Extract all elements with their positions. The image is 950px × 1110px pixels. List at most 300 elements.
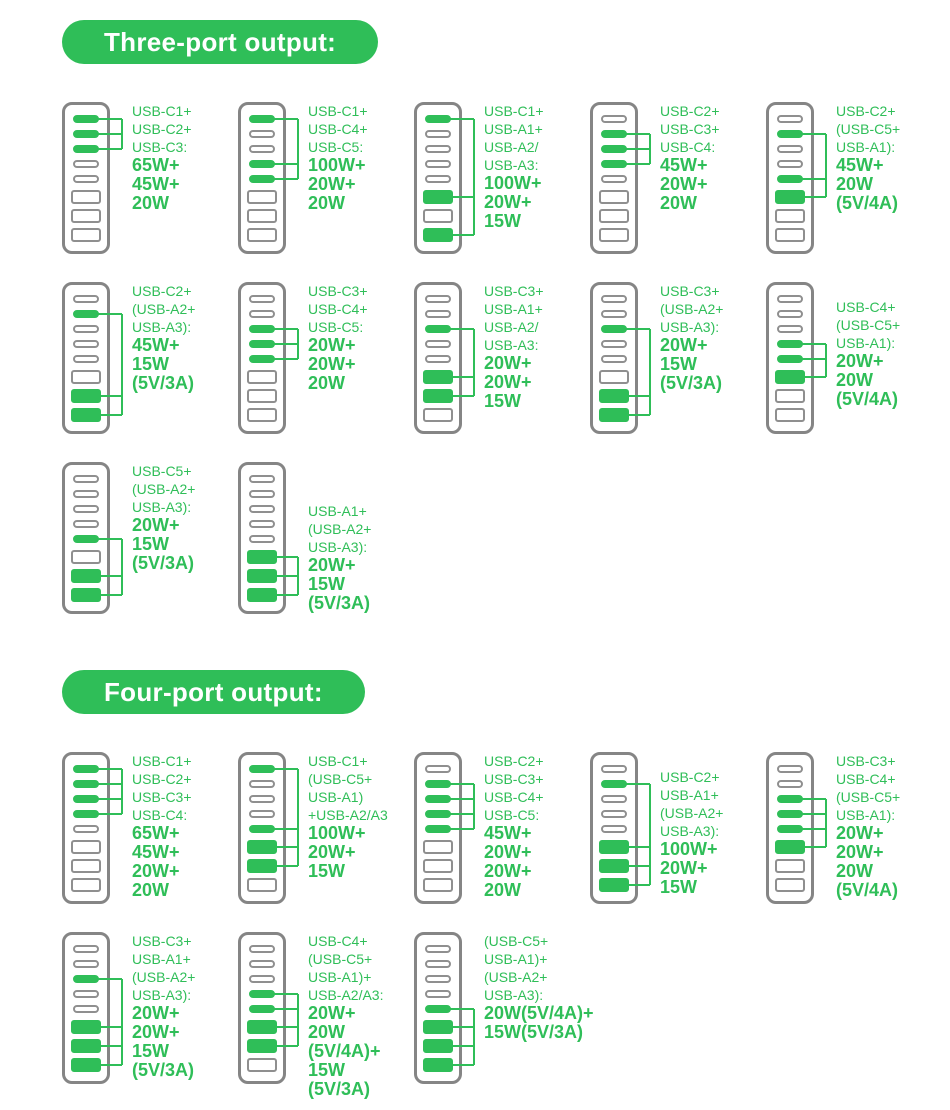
charger-combo-card [590,102,766,254]
charger-device-graphic [238,462,286,614]
port-usb-c4 [73,160,99,168]
port-usb-c3 [777,325,803,333]
power-output-line: 15W [132,534,170,554]
port-combo-line: USB-C5: [484,807,540,823]
port-usb-c5-active [249,355,275,363]
port-usb-c5-active [425,1005,451,1013]
combo-label [308,282,414,393]
charger-device-graphic [62,752,110,904]
port-usb-a2-active [423,1039,453,1053]
combo-label [660,102,766,213]
port-combo-line: USB-C3+ [660,121,720,137]
port-usb-c3 [249,145,275,153]
port-usb-a3-active [423,1058,453,1072]
port-combo-line: USB-A3: [484,157,539,173]
port-usb-c1 [601,295,627,303]
charger-combo-card [238,462,414,614]
port-usb-c2 [249,130,275,138]
charger-device-graphic [238,282,286,434]
power-output-line: 20W [660,193,698,213]
port-usb-a3-active [599,878,629,892]
section-four-port [62,670,950,1099]
port-usb-c5-active [425,825,451,833]
combo-label [660,752,766,897]
port-usb-c2-active [777,130,803,138]
power-output-line: 15W [660,877,698,897]
charger-combo-card [766,102,942,254]
port-usb-a3-active [247,588,277,602]
port-usb-c1 [73,945,99,953]
combo-label [132,932,238,1080]
port-usb-a2 [599,209,629,223]
port-usb-c2 [425,960,451,968]
port-combo-line: USB-A1+ [484,121,543,137]
port-usb-c1-active [249,115,275,123]
port-combo-line: USB-C3+ [660,283,720,299]
charger-device-graphic [62,102,110,254]
power-output-line: 20W+ [836,351,884,371]
port-combo-line: USB-C2+ [660,103,720,119]
power-output-line: 15W [308,861,346,881]
power-output-line: (5V/3A) [132,1060,195,1080]
port-usb-c1 [777,115,803,123]
port-usb-c1 [249,475,275,483]
port-usb-c5-active [777,355,803,363]
port-usb-a2 [423,209,453,223]
power-output-line: 20W [308,1022,346,1042]
combo-label [484,932,594,1042]
combo-label [836,282,942,409]
port-usb-c2 [249,490,275,498]
power-output-line: (5V/3A) [132,373,195,393]
port-usb-a2 [247,209,277,223]
port-usb-c2 [601,310,627,318]
port-usb-a3 [775,228,805,242]
port-combo-line: USB-C5: [308,139,364,155]
port-usb-c1 [73,475,99,483]
port-usb-c4 [73,990,99,998]
port-combo-line: USB-C1+ [308,103,368,119]
port-combo-line: USB-A2/ [484,319,539,335]
port-usb-a3-active [599,408,629,422]
port-usb-c2-active [73,310,99,318]
power-output-line: 15W [132,1041,170,1061]
port-usb-c4-active [73,810,99,818]
power-output-line: (5V/4A) [836,880,899,900]
port-combo-line: USB-A3: [484,337,539,353]
power-output-line: 20W+ [484,192,532,212]
port-usb-a3-active [71,588,101,602]
port-usb-c4-active [249,160,275,168]
port-combo-line: USB-C1+ [132,103,192,119]
port-combo-line: USB-C1+ [132,753,192,769]
charger-device-graphic [238,102,286,254]
port-combo-line: USB-C4+ [836,299,896,315]
power-output-line: 20W [484,880,522,900]
charger-device-graphic [766,282,814,434]
charger-device-graphic [62,462,110,614]
port-combo-line: USB-C3+ [484,771,544,787]
port-combo-line: USB-C5: [308,319,364,335]
charger-device-graphic [62,932,110,1084]
combo-label [132,282,238,393]
power-output-line: 20W+ [308,174,356,194]
port-usb-a3 [247,228,277,242]
port-usb-a3-active [71,408,101,422]
power-output-line: (5V/3A) [660,373,723,393]
page-root [62,20,950,1099]
port-combo-line: USB-A2/ [484,139,539,155]
charger-combo-card [766,752,942,904]
port-usb-a2-active [71,569,101,583]
port-usb-a1-active [247,550,277,564]
power-output-line: 65W+ [132,155,180,175]
port-usb-c1-active [425,115,451,123]
port-combo-line: USB-C3+ [484,283,544,299]
port-usb-a1-active [599,840,629,854]
port-usb-a2 [775,389,805,403]
port-combo-line: USB-A1) [308,789,364,805]
port-usb-a3 [423,408,453,422]
power-output-line: 20W [836,174,874,194]
power-output-line: 45W+ [132,174,180,194]
port-usb-c3-active [777,795,803,803]
port-usb-a1-active [247,1020,277,1034]
combo-label [308,932,414,1099]
port-combo-line: (USB-C5+ [836,121,901,137]
port-usb-a2-active [247,569,277,583]
combo-label [132,752,238,900]
port-usb-c4-active [425,810,451,818]
charger-device-graphic [590,102,638,254]
port-usb-a2-active [599,389,629,403]
port-usb-c4 [249,810,275,818]
port-combo-line: USB-C4: [132,807,188,823]
three-port-header-pill: Three-port output: [62,20,378,64]
port-usb-c5-active [249,1005,275,1013]
port-combo-line: USB-C1+ [308,753,368,769]
power-output-line: 20W+ [308,1003,356,1023]
port-usb-c4 [777,160,803,168]
power-output-line: (5V/4A) [836,389,899,409]
port-combo-line: USB-A1+ [484,301,543,317]
power-output-line: 20W [308,193,346,213]
charger-device-graphic [766,102,814,254]
port-usb-c1 [249,295,275,303]
power-output-line: 20W+ [132,861,180,881]
port-usb-a2 [71,209,101,223]
charger-device-graphic [414,752,462,904]
port-combo-line: USB-A3): [660,319,720,335]
port-usb-c4 [425,160,451,168]
port-usb-c3 [73,325,99,333]
power-output-line: 15W [308,1060,346,1080]
port-usb-c5-active [249,825,275,833]
charger-combo-card [766,282,942,434]
port-usb-a1 [599,190,629,204]
port-combo-line: USB-C3+ [836,753,896,769]
power-output-line: 100W+ [660,839,718,859]
port-usb-c3 [249,795,275,803]
power-output-line: 65W+ [132,823,180,843]
port-usb-c3 [425,975,451,983]
devices-row [62,932,950,1099]
port-usb-a2-active [423,389,453,403]
power-output-line: 20W+ [132,1003,180,1023]
port-usb-c1 [777,765,803,773]
port-combo-line: USB-A1+ [308,503,367,519]
port-combo-line: (USB-C5+ [836,789,901,805]
port-usb-c3-active [425,795,451,803]
port-usb-c3-active [249,325,275,333]
port-usb-a2 [775,859,805,873]
power-output-line: 15W [308,574,346,594]
charger-combo-card [62,282,238,434]
port-combo-line: USB-A1+ [660,787,719,803]
port-usb-c2 [73,960,99,968]
power-output-line: 20W+ [308,555,356,575]
port-usb-c4 [425,990,451,998]
charger-device-graphic [590,752,638,904]
port-combo-line: USB-C4: [660,139,716,155]
power-output-line: (5V/4A)+ [308,1041,381,1061]
power-output-line: 20W+ [484,842,532,862]
charger-device-graphic [414,102,462,254]
port-usb-a2-active [247,1039,277,1053]
port-usb-c2 [249,780,275,788]
port-usb-a1-active [247,840,277,854]
power-output-line: 20W+ [660,174,708,194]
port-combo-line: USB-A1): [836,139,896,155]
power-output-line: 45W+ [660,155,708,175]
charger-combo-card [414,752,590,904]
port-usb-a1-active [775,190,805,204]
port-usb-a1 [71,370,101,384]
port-usb-c2 [73,490,99,498]
port-usb-c5-active [249,175,275,183]
port-usb-c3 [73,505,99,513]
port-usb-a2 [71,859,101,873]
port-usb-c3 [777,145,803,153]
charger-combo-card [62,752,238,904]
charger-device-graphic [414,932,462,1084]
charger-combo-card [238,752,414,904]
port-usb-c4-active [249,990,275,998]
charger-combo-card [62,102,238,254]
charger-combo-card [62,462,238,614]
port-usb-c4-active [777,810,803,818]
port-combo-line: USB-C1+ [484,103,544,119]
port-combo-line: USB-A1): [836,335,896,351]
port-usb-a1 [247,190,277,204]
port-usb-a2 [423,859,453,873]
port-usb-c5-active [777,825,803,833]
port-usb-c1 [249,945,275,953]
combo-label [836,752,942,900]
charger-device-graphic [590,282,638,434]
power-output-line: 15W [484,391,522,411]
port-combo-line: USB-C4+ [308,301,368,317]
port-combo-line: USB-C4+ [836,771,896,787]
port-usb-c3 [601,795,627,803]
power-output-line: 20W+ [308,354,356,374]
port-combo-line: USB-C2+ [132,771,192,787]
port-usb-c1 [777,295,803,303]
port-combo-line: USB-C3: [132,139,188,155]
port-usb-a3-active [71,1058,101,1072]
port-combo-line: USB-A1)+ [484,951,548,967]
port-usb-a1-active [775,370,805,384]
port-usb-c2-active [73,780,99,788]
port-usb-c3-active [601,145,627,153]
port-usb-c5 [249,535,275,543]
power-output-line: 20W+ [308,842,356,862]
port-usb-c3-active [73,795,99,803]
port-combo-line: USB-A3): [132,319,192,335]
port-usb-a1 [423,840,453,854]
power-output-line: 20W [836,861,874,881]
combo-label [836,102,942,213]
port-usb-a3 [775,408,805,422]
devices-row [62,752,950,904]
power-output-line: 15W [660,354,698,374]
port-usb-c2 [425,130,451,138]
power-output-line: 20W+ [484,353,532,373]
port-combo-line: (USB-A2+ [132,969,196,985]
port-usb-c5 [425,175,451,183]
power-output-line: 20W+ [836,823,884,843]
port-usb-c1 [601,115,627,123]
charger-combo-card [238,932,414,1099]
port-usb-c5 [73,175,99,183]
port-combo-line: (USB-A2+ [132,301,196,317]
power-output-line: 20W [836,370,874,390]
port-usb-a1 [71,190,101,204]
port-usb-a1 [71,840,101,854]
charger-combo-card [590,282,766,434]
port-usb-c2-active [73,130,99,138]
charger-combo-card [414,102,590,254]
port-usb-a2-active [71,1039,101,1053]
port-usb-a2 [775,209,805,223]
combo-label [308,462,414,613]
port-usb-c3 [249,505,275,513]
combo-label [660,282,766,393]
port-usb-a1-active [423,1020,453,1034]
power-output-line: 20W [132,193,170,213]
charger-combo-card [590,752,766,904]
port-combo-line: (USB-A2+ [132,481,196,497]
power-output-line: 15W [484,211,522,231]
port-combo-line: (USB-A2+ [484,969,548,985]
port-usb-c3-active [425,325,451,333]
port-usb-a3 [71,878,101,892]
port-usb-c5 [73,1005,99,1013]
port-usb-c1 [425,765,451,773]
port-usb-a2 [247,389,277,403]
port-usb-c5 [425,355,451,363]
charger-combo-card [414,282,590,434]
port-usb-a3 [599,228,629,242]
port-usb-c4 [73,340,99,348]
port-usb-a1-active [423,190,453,204]
port-usb-a3 [247,408,277,422]
port-usb-c4 [73,520,99,528]
port-combo-line: (USB-C5+ [484,933,549,949]
port-usb-c3-active [601,325,627,333]
charger-combo-card [238,102,414,254]
power-output-line: (5V/3A) [132,553,195,573]
port-usb-c4-active [777,340,803,348]
port-usb-c1 [425,295,451,303]
section-three-port [62,20,950,614]
port-usb-c1-active [73,765,99,773]
port-usb-c5 [601,825,627,833]
port-combo-line: USB-C3+ [132,933,192,949]
combo-label [132,462,238,573]
power-output-line: 20W+ [836,842,884,862]
port-combo-line: +USB-A2/A3 [308,807,388,823]
port-usb-c1-active [73,115,99,123]
port-combo-line: (USB-A2+ [660,805,724,821]
port-usb-c2 [777,310,803,318]
power-output-line: 45W+ [132,335,180,355]
four-port-header-pill: Four-port output: [62,670,365,714]
port-combo-line: USB-C5+ [132,463,192,479]
port-usb-c2 [777,780,803,788]
port-combo-line: USB-C2+ [836,103,896,119]
devices-row [62,462,950,614]
port-combo-line: USB-C3+ [132,789,192,805]
port-usb-c4 [425,340,451,348]
port-combo-line: USB-A3): [660,823,720,839]
power-output-line: 45W+ [132,842,180,862]
port-usb-c2 [425,310,451,318]
port-usb-a3-active [423,228,453,242]
devices-row [62,282,950,434]
power-output-line: 45W+ [484,823,532,843]
port-usb-c5-active [777,175,803,183]
port-combo-line: USB-C4+ [308,121,368,137]
charger-combo-card [414,932,594,1084]
port-combo-line: USB-C2+ [132,121,192,137]
port-usb-c1 [425,945,451,953]
port-usb-a1 [599,370,629,384]
power-output-line: 20W(5V/4A)+ [484,1003,594,1023]
port-combo-line: (USB-C5+ [308,951,373,967]
port-usb-c3-active [73,975,99,983]
power-output-line: 100W+ [484,173,542,193]
port-usb-a1-active [71,1020,101,1034]
power-output-line: 20W+ [308,335,356,355]
port-usb-c2 [249,960,275,968]
port-usb-c1-active [249,765,275,773]
power-output-line: 45W+ [836,155,884,175]
port-usb-a2-active [247,859,277,873]
power-output-line: (5V/3A) [308,593,371,613]
power-output-line: (5V/4A) [836,193,899,213]
port-usb-c2-active [425,780,451,788]
port-combo-line: USB-C2+ [660,769,720,785]
port-combo-line: USB-A1+ [132,951,191,967]
port-usb-c2-active [601,130,627,138]
port-usb-c2-active [601,780,627,788]
port-combo-line: USB-C4+ [484,789,544,805]
port-usb-a3 [71,228,101,242]
power-output-line: 15W [132,354,170,374]
charger-device-graphic [238,932,286,1084]
power-output-line: 20W [132,880,170,900]
